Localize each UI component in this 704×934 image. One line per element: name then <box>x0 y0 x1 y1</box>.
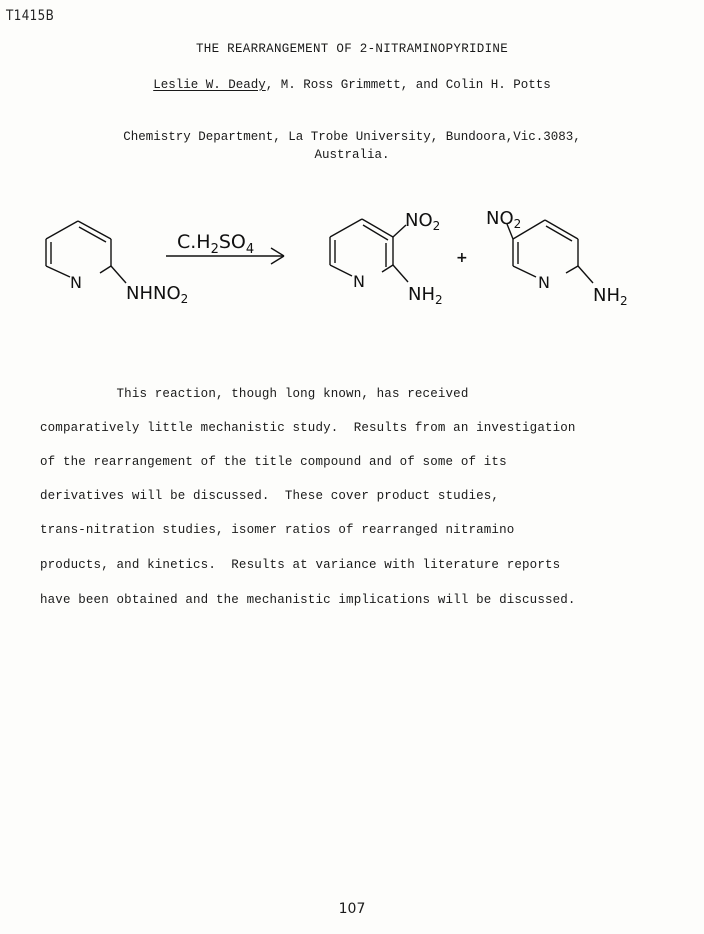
abstract-line: derivatives will be discussed. These cover product studies, <box>40 489 500 503</box>
affiliation-line-2: Australia. <box>314 148 390 162</box>
abstract-line: have been obtained and the mechanistic implications will be discussed. <box>40 593 576 607</box>
abstract-line: This reaction, though long known, has received <box>40 387 469 401</box>
abstract-line: trans-nitration studies, isomer ratios of rearranged nitramino <box>40 523 515 537</box>
reagent-label: $C.H_2SO_4$ <box>177 231 255 257</box>
abstract-line: products, and kinetics. Results at variance with literature reports <box>40 558 561 572</box>
product1-amino-group: $NH_2$ <box>408 284 443 307</box>
reactant-substituent: $NHNO_2$ <box>126 283 189 306</box>
co-authors: , M. Ross Grimmett, and Colin H. Potts <box>265 78 551 92</box>
reactant-ring <box>46 221 126 283</box>
presenting-author: Leslie W. Deady <box>153 78 266 92</box>
affiliation-line-1: Chemistry Department, La Trobe University, Bundoora,Vic.3083, <box>123 130 581 144</box>
abstract-line: comparatively little mechanistic study. Results from an investigation <box>40 421 576 435</box>
product2-nitro-group: $NO_2$ <box>486 208 522 231</box>
document-code: T1415B <box>6 8 55 24</box>
paper-title: THE REARRANGEMENT OF 2-NITRAMINOPYRIDINE <box>195 42 509 56</box>
product2-ring-nitrogen: N <box>538 273 550 292</box>
product1-ring <box>330 219 408 282</box>
reactant-ring-nitrogen: N <box>70 273 82 292</box>
product1-nitro-group: $NO_2$ <box>405 210 441 233</box>
plus-sign: + <box>456 250 468 266</box>
abstract-line: of the rearrangement of the title compound and of some of its <box>40 455 507 469</box>
product2-amino-group: $NH_2$ <box>593 285 628 308</box>
page-number: 107 <box>338 901 366 917</box>
product1-ring-nitrogen: N <box>353 272 365 291</box>
author-line <box>0 78 704 92</box>
reaction-scheme <box>0 195 704 320</box>
